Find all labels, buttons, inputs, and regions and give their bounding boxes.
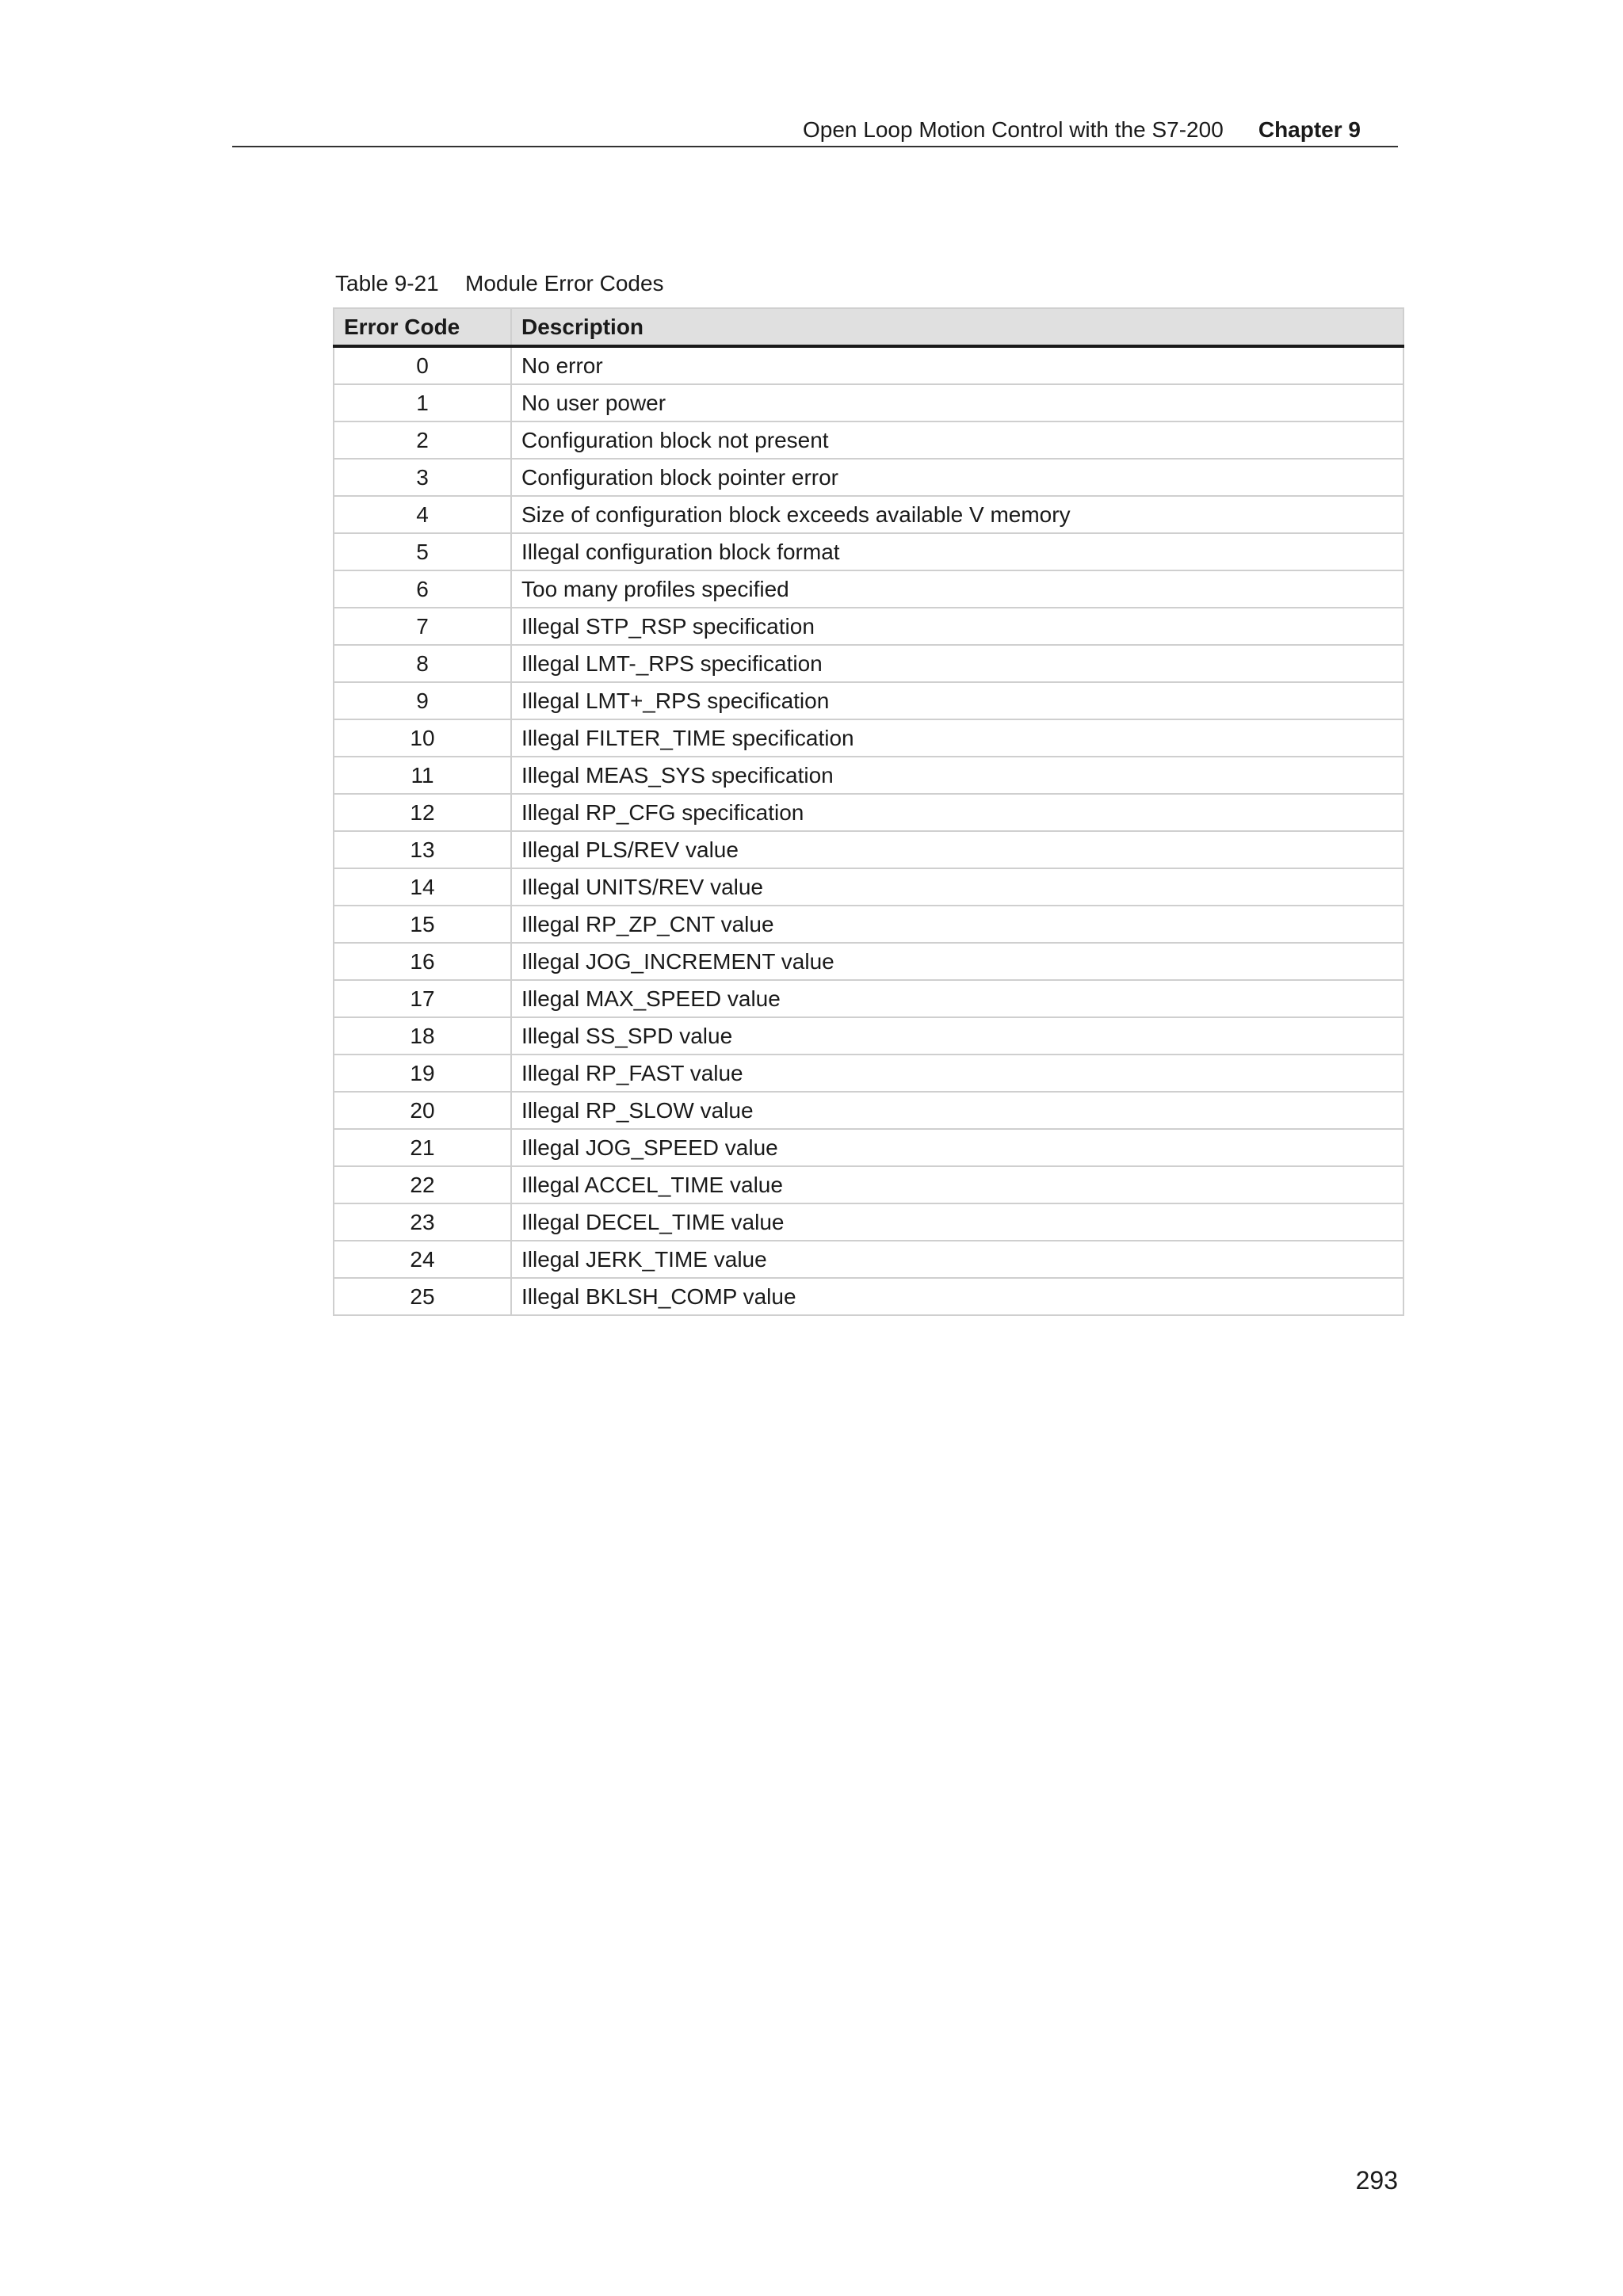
table-row [334, 906, 1403, 943]
description-cell: Configuration block pointer error [511, 459, 1403, 496]
error-code-cell: 25 [334, 1278, 511, 1315]
description-cell: Illegal RP_CFG specification [511, 794, 1403, 831]
description-cell: Illegal ACCEL_TIME value [511, 1166, 1403, 1203]
description-cell: Illegal MEAS_SYS specification [511, 757, 1403, 794]
table-row [334, 1203, 1403, 1241]
error-code-cell: 22 [334, 1166, 511, 1203]
description-cell: Illegal BKLSH_COMP value [511, 1278, 1403, 1315]
description-cell: Illegal FILTER_TIME specification [511, 719, 1403, 757]
description-cell: Illegal MAX_SPEED value [511, 980, 1403, 1017]
error-code-cell: 19 [334, 1055, 511, 1092]
error-code-cell: 14 [334, 868, 511, 906]
page-number: 293 [1355, 2166, 1398, 2195]
table-row [334, 757, 1403, 794]
description-cell: Illegal JERK_TIME value [511, 1241, 1403, 1278]
table-row [334, 868, 1403, 906]
error-code-cell: 8 [334, 645, 511, 682]
table-row [334, 645, 1403, 682]
description-cell: Illegal JOG_INCREMENT value [511, 943, 1403, 980]
error-code-cell: 18 [334, 1017, 511, 1055]
table-row [334, 1166, 1403, 1203]
page-header [232, 114, 1398, 147]
table-row [334, 719, 1403, 757]
description-cell: Illegal DECEL_TIME value [511, 1203, 1403, 1241]
error-code-cell: 0 [334, 346, 511, 384]
running-chapter-label: Chapter 9 [1258, 117, 1361, 142]
table-row [334, 794, 1403, 831]
error-code-cell: 3 [334, 459, 511, 496]
table-row [334, 980, 1403, 1017]
table-header-row [334, 308, 1403, 346]
error-code-cell: 17 [334, 980, 511, 1017]
description-cell: Illegal JOG_SPEED value [511, 1129, 1403, 1166]
error-code-cell: 23 [334, 1203, 511, 1241]
table-row [334, 1129, 1403, 1166]
running-section-title: Open Loop Motion Control with the S7-200 [803, 117, 1224, 142]
error-code-cell: 13 [334, 831, 511, 868]
error-code-cell: 2 [334, 421, 511, 459]
table-row [334, 1092, 1403, 1129]
column-header-description: Description [511, 308, 1403, 346]
table-row [334, 1241, 1403, 1278]
table-row [334, 831, 1403, 868]
error-code-cell: 4 [334, 496, 511, 533]
error-code-cell: 10 [334, 719, 511, 757]
table-body [334, 346, 1403, 1315]
description-cell: Illegal SS_SPD value [511, 1017, 1403, 1055]
description-cell: No error [511, 346, 1403, 384]
description-cell: Illegal RP_SLOW value [511, 1092, 1403, 1129]
error-code-cell: 1 [334, 384, 511, 421]
description-cell: Illegal PLS/REV value [511, 831, 1403, 868]
description-cell: Illegal configuration block format [511, 533, 1403, 570]
error-code-cell: 15 [334, 906, 511, 943]
description-cell: Illegal RP_ZP_CNT value [511, 906, 1403, 943]
column-header-error-code: Error Code [334, 308, 511, 346]
table-caption-number: Table 9-21 [335, 271, 439, 296]
error-code-cell: 24 [334, 1241, 511, 1278]
description-cell: Size of configuration block exceeds available V memory [511, 496, 1403, 533]
error-code-cell: 7 [334, 608, 511, 645]
module-error-codes-table [333, 307, 1404, 1316]
error-code-cell: 11 [334, 757, 511, 794]
table-caption-title: Module Error Codes [465, 271, 664, 296]
description-cell: Illegal LMT+_RPS specification [511, 682, 1403, 719]
error-code-cell: 12 [334, 794, 511, 831]
description-cell: Illegal STP_RSP specification [511, 608, 1403, 645]
table-row [334, 459, 1403, 496]
description-cell: Illegal UNITS/REV value [511, 868, 1403, 906]
error-code-cell: 21 [334, 1129, 511, 1166]
description-cell: Illegal LMT-_RPS specification [511, 645, 1403, 682]
table-row [334, 384, 1403, 421]
table-row [334, 570, 1403, 608]
table-row [334, 533, 1403, 570]
table-row [334, 346, 1403, 384]
description-cell: No user power [511, 384, 1403, 421]
error-code-cell: 16 [334, 943, 511, 980]
table-row [334, 608, 1403, 645]
error-code-cell: 9 [334, 682, 511, 719]
description-cell: Configuration block not present [511, 421, 1403, 459]
table-caption [335, 268, 664, 299]
table-row [334, 1278, 1403, 1315]
table-row [334, 1055, 1403, 1092]
description-cell: Too many profiles specified [511, 570, 1403, 608]
error-code-cell: 6 [334, 570, 511, 608]
table-row [334, 1017, 1403, 1055]
error-code-cell: 5 [334, 533, 511, 570]
table-row [334, 496, 1403, 533]
table-row [334, 682, 1403, 719]
table-row [334, 421, 1403, 459]
error-code-cell: 20 [334, 1092, 511, 1129]
table-row [334, 943, 1403, 980]
description-cell: Illegal RP_FAST value [511, 1055, 1403, 1092]
